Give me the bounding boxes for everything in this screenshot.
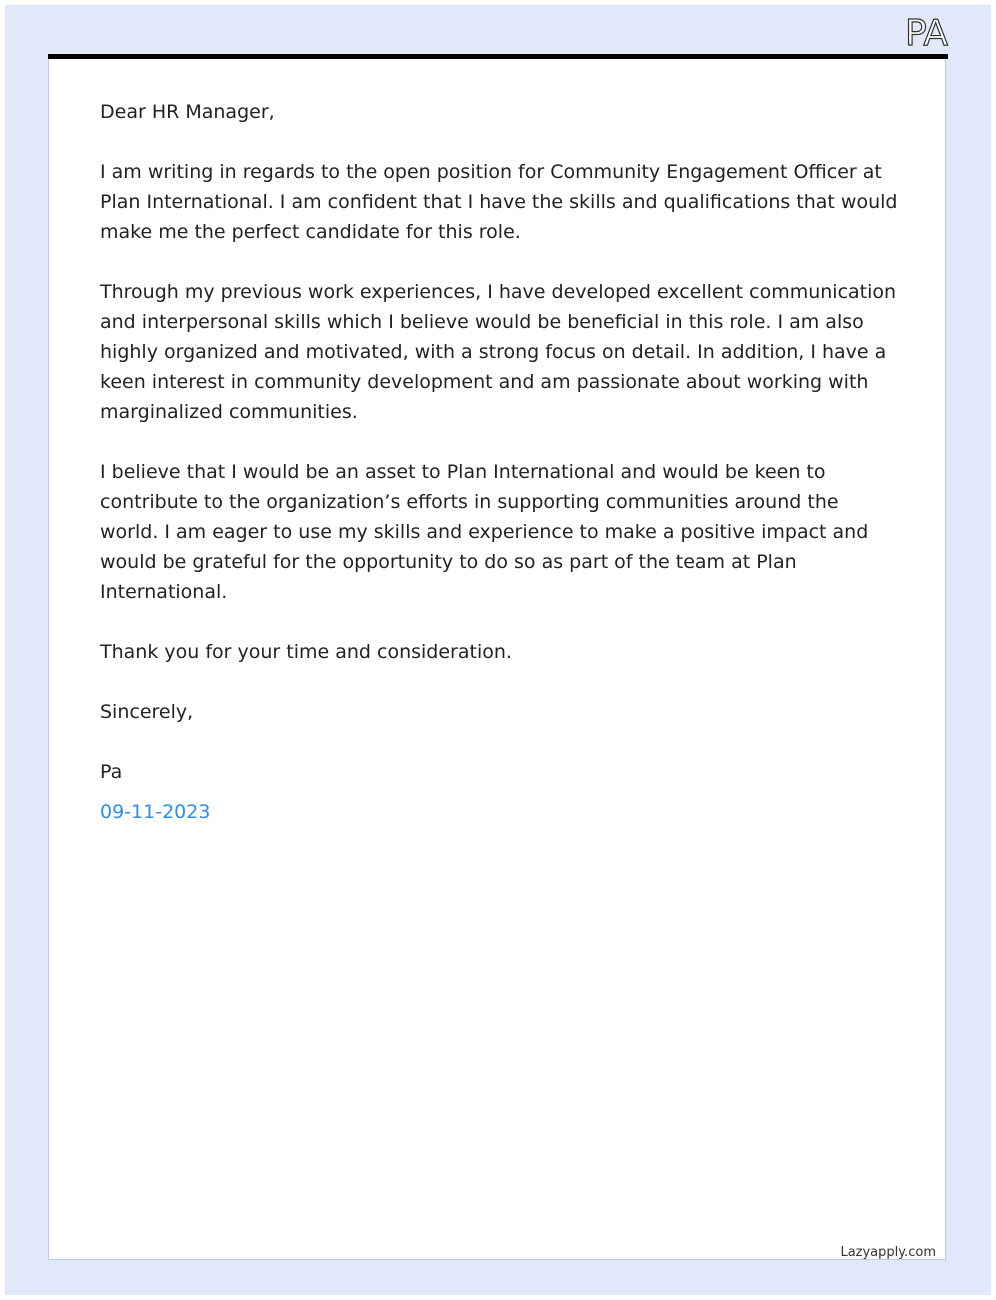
monogram-logo: PA — [904, 13, 947, 54]
paragraph-4: Thank you for your time and consideration. — [100, 641, 512, 663]
closing: Sincerely, — [100, 701, 194, 723]
signer-name: Pa — [100, 761, 123, 783]
header-rule — [48, 54, 948, 59]
footer-brand: Lazyapply.com — [840, 1245, 936, 1260]
paragraph-3: I believe that I would be an asset to Plan International and would be keen to contribute to the organization’s efforts in supporting communities around the world. I am eager to use my skills and experience to make a positive impact and would be grateful for the opportunity to do so as part of the team at Plan International. — [100, 461, 869, 603]
paragraph-2: Through my previous work experiences, I have developed excellent communication and interpersonal skills which I believe would be beneficial in this role. I am also highly organized and motivated, with a strong focus on detail. In addition, I have a keen interest in community development and am passionate about working with marginalized communities. — [100, 281, 897, 423]
letter-date: 09-11-2023 — [100, 801, 211, 823]
letter-body — [100, 97, 900, 857]
paragraph-1: I am writing in regards to the open position for Community Engagement Officer at Plan International. I am confident that I have the skills and qualifications that would make me the perfect candidate for this role. — [100, 161, 898, 243]
salutation: Dear HR Manager, — [100, 101, 275, 123]
